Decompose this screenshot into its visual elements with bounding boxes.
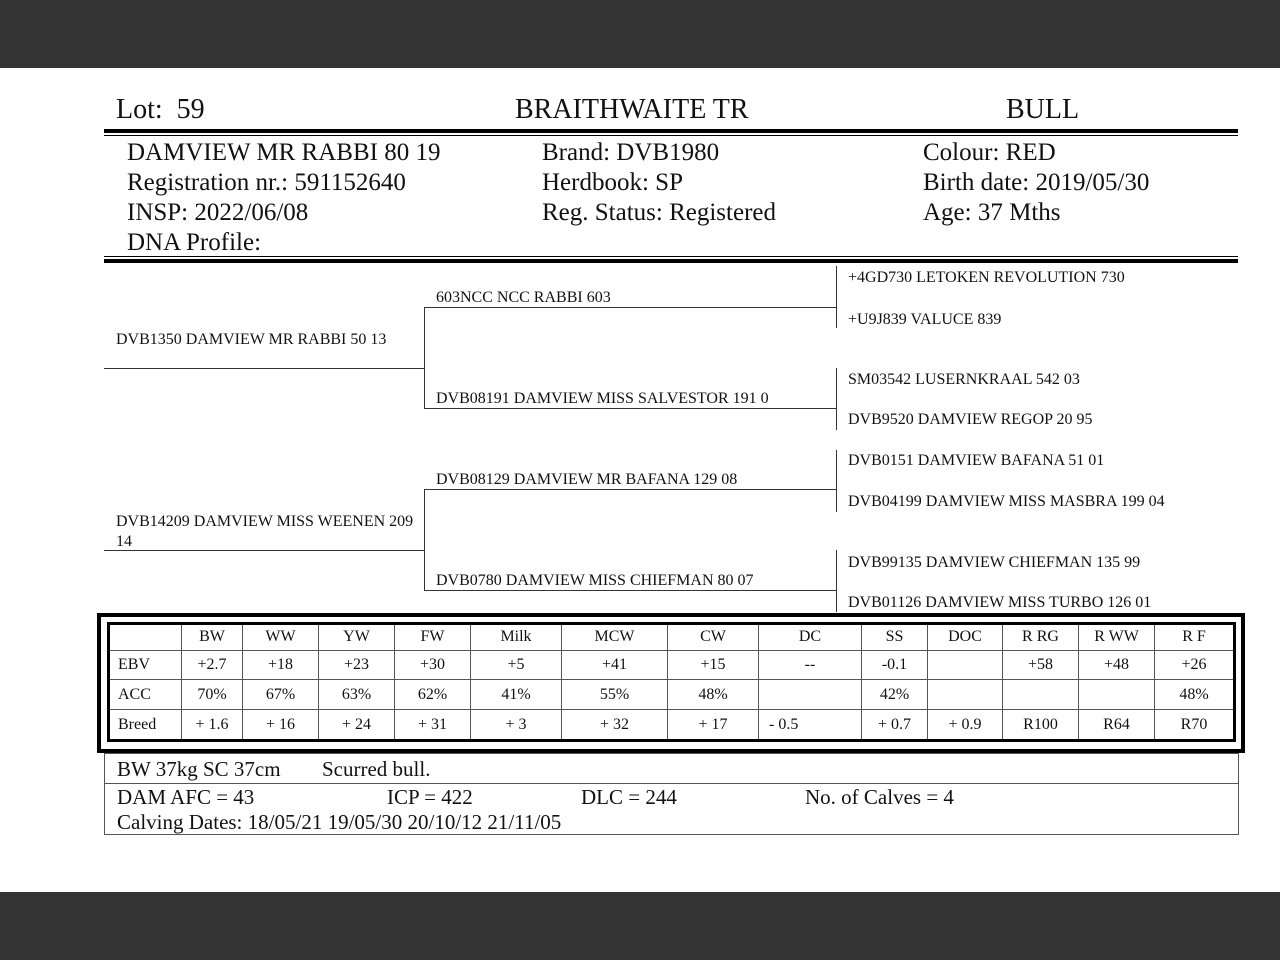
ebv-cell: -0.1 [862,650,928,680]
pedigree-sire-dam: DVB08191 DAMVIEW MISS SALVESTOR 191 0 [436,390,769,407]
ebv-cell: +23 [319,650,395,680]
ebv-cell: +58 [1003,650,1079,680]
header-rule-thick [104,129,1238,133]
animal-info-middle [542,138,776,228]
ebv-header-cell: R WW [1079,624,1155,651]
dna-profile: DNA Profile: [127,229,262,256]
notes-row [104,753,1239,784]
ebv-header-cell: DOC [928,624,1003,651]
pedigree-ds-sire: DVB0151 DAMVIEW BAFANA 51 01 [848,452,1105,469]
ebv-header-cell: R F [1155,624,1235,651]
pedigree-dam-dam: DVB0780 DAMVIEW MISS CHIEFMAN 80 07 [436,572,754,589]
ebv-cell: + 24 [319,710,395,741]
ebv-cell: + 0.7 [862,710,928,741]
pedigree-ds-dam: DVB04199 DAMVIEW MISS MASBRA 199 04 [848,493,1165,510]
age: Age: 37 Mths [923,199,1061,226]
sire-line [104,368,424,369]
sd-bracket [836,368,837,430]
ebv-header-cell: Milk [471,624,562,651]
ebv-header-cell: DC [759,624,862,651]
ebv-row-label: Breed [109,710,182,741]
pedigree-ss-dam: +U9J839 VALUCE 839 [848,311,1002,328]
animal-category: BULL [1006,94,1080,125]
pedigree-dam: DVB14209 DAMVIEW MISS WEENEN 209 14 [116,513,414,550]
ebv-table [107,622,1236,742]
remark: Scurred bull. [322,757,431,781]
catalogue-page [0,68,1280,892]
brand: Brand: DVB1980 [542,139,720,166]
dam-sire-line [424,489,836,490]
sire-sire-line [424,307,836,308]
header-rule-thin [104,135,1238,136]
pedigree-sire-sire: 603NCC NCC RABBI 603 [436,289,611,306]
ebv-cell: 42% [862,680,928,710]
birth-date: Birth date: 2019/05/30 [923,169,1150,196]
ebv-cell: 48% [668,680,759,710]
animal-name: DAMVIEW MR RABBI 80 19 [127,139,441,166]
ebv-header-row [109,624,1235,651]
registration-number: Registration nr.: 591152640 [127,169,406,196]
ebv-header-cell: MCW [562,624,668,651]
ebv-cell: - 0.5 [759,710,862,741]
ebv-cell: +15 [668,650,759,680]
lot-label-text: Lot: [116,94,163,125]
animal-info-left [127,138,440,258]
ebv-row-label: EBV [109,650,182,680]
ebv-row-label: ACC [109,680,182,710]
ebv-cell: R70 [1155,710,1235,741]
top-dark-bar [0,0,1280,68]
colour: Colour: RED [923,139,1056,166]
ebv-cell: -- [759,650,862,680]
pedigree-sd-dam: DVB9520 DAMVIEW REGOP 20 95 [848,411,1093,428]
info-rule-thick [104,259,1238,263]
ebv-cell: 67% [243,680,319,710]
ebv-cell: +30 [395,650,471,680]
pedigree-dam-sire: DVB08129 DAMVIEW MR BAFANA 129 08 [436,471,738,488]
ebv-cell [1003,680,1079,710]
ebv-cell [928,680,1003,710]
lot-number: 59 [176,94,205,125]
ebv-cell: 41% [471,680,562,710]
ebv-row [109,680,1235,710]
ebv-row [109,650,1235,680]
ebv-cell: +48 [1079,650,1155,680]
ebv-header-cell: R RG [1003,624,1079,651]
icp: ICP = 422 [387,785,473,809]
ebv-header-cell: YW [319,624,395,651]
dam-line [104,550,424,551]
ebv-cell: + 32 [562,710,668,741]
ebv-header-cell: BW [182,624,243,651]
ebv-header-cell: SS [862,624,928,651]
ebv-cell: + 3 [471,710,562,741]
ebv-cell: + 17 [668,710,759,741]
ebv-cell: 62% [395,680,471,710]
ebv-cell: +41 [562,650,668,680]
ebv-cell: +18 [243,650,319,680]
ebv-cell: 63% [319,680,395,710]
ebv-cell: 55% [562,680,668,710]
pedigree-dd-dam: DVB01126 DAMVIEW MISS TURBO 126 01 [848,594,1152,611]
ds-bracket [836,450,837,512]
measurements: BW 37kg SC 37cm [117,757,281,781]
sire-bracket [424,307,425,409]
ss-bracket [836,266,837,328]
ebv-header-cell: CW [668,624,759,651]
pedigree-sire: DVB1350 DAMVIEW MR RABBI 50 13 [116,331,387,348]
pedigree-sd-sire: SM03542 LUSERNKRAAL 542 03 [848,371,1080,388]
dam-dam-line [424,590,836,591]
dam-info-box [104,783,1239,835]
ebv-cell: R64 [1079,710,1155,741]
dd-bracket [836,550,837,612]
ebv-cell: + 0.9 [928,710,1003,741]
dam-bracket [424,489,425,591]
ebv-header-cell [109,624,182,651]
ebv-row [109,710,1235,741]
calving-dates: Calving Dates: 18/05/21 19/05/30 20/10/12 21/11/05 [117,810,562,834]
owner-name: BRAITHWAITE TR [515,94,749,125]
ebv-cell: + 1.6 [182,710,243,741]
ebv-header-cell: FW [395,624,471,651]
ebv-cell: + 16 [243,710,319,741]
bottom-dark-bar [0,892,1280,960]
ebv-cell: +26 [1155,650,1235,680]
ebv-cell: 70% [182,680,243,710]
info-rule-thin [104,256,1238,257]
ebv-cell [1079,680,1155,710]
pedigree-dd-sire: DVB99135 DAMVIEW CHIEFMAN 135 99 [848,554,1141,571]
dam-afc: DAM AFC = 43 [117,785,255,809]
registration-status: Reg. Status: Registered [542,199,776,226]
number-of-calves: No. of Calves = 4 [805,785,954,809]
sire-dam-line [424,408,836,409]
ebv-cell [928,650,1003,680]
inspection-date: INSP: 2022/06/08 [127,199,309,226]
ebv-cell [759,680,862,710]
ebv-cell: +5 [471,650,562,680]
lot-label [116,94,205,126]
herdbook: Herdbook: SP [542,169,683,196]
ebv-cell: +2.7 [182,650,243,680]
ebv-header-cell: WW [243,624,319,651]
ebv-cell: + 31 [395,710,471,741]
ebv-cell: R100 [1003,710,1079,741]
ebv-cell: 48% [1155,680,1235,710]
dlc: DLC = 244 [581,785,677,809]
pedigree-ss-sire: +4GD730 LETOKEN REVOLUTION 730 [848,269,1125,286]
animal-info-right [923,138,1149,228]
